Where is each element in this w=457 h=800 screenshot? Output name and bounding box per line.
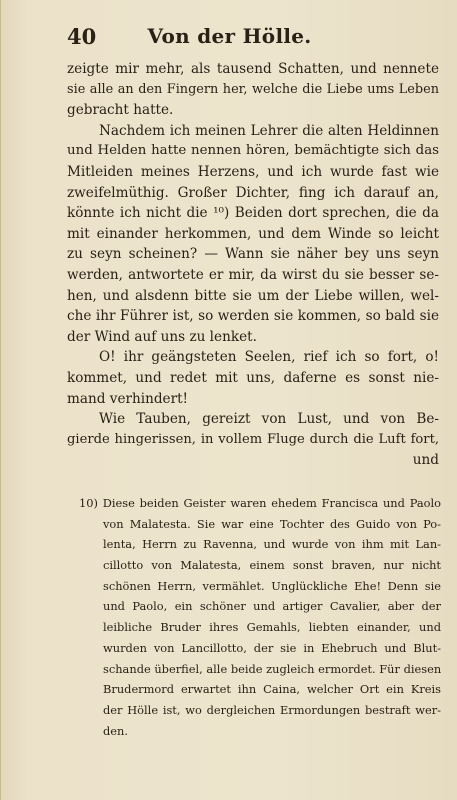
- text-line: gebracht hatte.: [67, 102, 174, 119]
- text-line: Mitleiden meines Herzens, und ich wurde fast wie: [67, 163, 439, 180]
- footnote-line: der Hölle ist, wo dergleichen Ermordungen bestraft wer-: [103, 702, 441, 717]
- text-line: zu seyn scheinen? — Wann sie näher bey uns seyn: [67, 246, 439, 263]
- footnote-line: 10) Diese beiden Geister waren ehedem Francisca und Paolo: [79, 496, 441, 510]
- footnote-line: cillotto von Malatesta, einem sonst braven, nur nicht: [103, 558, 441, 573]
- text-line: zweifelmüthig. Großer Dichter, fing ich darauf an,: [67, 184, 439, 201]
- text-line: mand verhindert!: [67, 390, 189, 407]
- text-line: hen, und alsdenn bitte sie um der Liebe willen, wel-: [67, 287, 439, 304]
- footnote-line: von Malatesta. Sie war eine Tochter des Guido von Po-: [103, 516, 441, 531]
- running-title: Von der Hölle.: [147, 24, 312, 48]
- text-line: könnte ich nicht die ¹⁰) Beiden dort sprechen, die da: [67, 205, 439, 222]
- text-line: che ihr Führer ist, so werden sie kommen, so bald sie: [67, 308, 439, 325]
- page-header: [1, 24, 457, 52]
- main-text: [67, 59, 439, 471]
- footnote-line: lenta, Herrn zu Ravenna, und wurde von ihm mit Lan-: [103, 537, 441, 552]
- text-line: sie alle an den Fingern her, welche die Liebe ums Leben: [67, 81, 439, 97]
- text-line: Nachdem ich meinen Lehrer die alten Heldinnen: [99, 122, 439, 139]
- footnote: [81, 493, 441, 741]
- footnote-line: Brudermord erwartet ihn Caina, welcher Ort ein Kreis: [103, 682, 441, 697]
- text-line: zeigte mir mehr, als tausend Schatten, und nennete: [67, 61, 439, 77]
- catchword: und: [412, 452, 439, 469]
- footnote-line: leibliche Bruder ihres Gemahls, liebten einander, und: [103, 620, 441, 635]
- text-line: Wie Tauben, gereizt von Lust, und von Be-: [99, 411, 439, 428]
- text-line: und Helden hatte nennen hören, bemächtigte sich das: [67, 143, 439, 159]
- footnote-line: den.: [103, 723, 128, 738]
- footnote-line: und Paolo, ein schöner und artiger Cavalier, aber der: [103, 599, 441, 614]
- text-line: werden, antwortete er mir, da wirst du sie besser se-: [67, 266, 439, 283]
- text-line: der Wind auf uns zu lenket.: [67, 328, 257, 345]
- text-line: gierde hingerissen, in vollem Fluge durch die Luft fort,: [67, 431, 439, 447]
- footnote-line: schönen Herrn, vermählet. Unglückliche Ehe! Denn sie: [103, 578, 441, 593]
- text-line: O! ihr geängsteten Seelen, rief ich so fort, o!: [99, 349, 439, 366]
- page-number: 40: [67, 24, 97, 49]
- footnote-line: schande überfiel, alle beide zugleich ermordet. Für diesen: [103, 661, 442, 676]
- text-line: mit einander herkommen, und dem Winde so leicht: [67, 225, 439, 242]
- footnote-line: wurden von Lancillotto, der sie in Ehebruch und Blut-: [103, 640, 441, 655]
- text-line: kommet, und redet mit uns, daferne es sonst nie-: [67, 369, 439, 386]
